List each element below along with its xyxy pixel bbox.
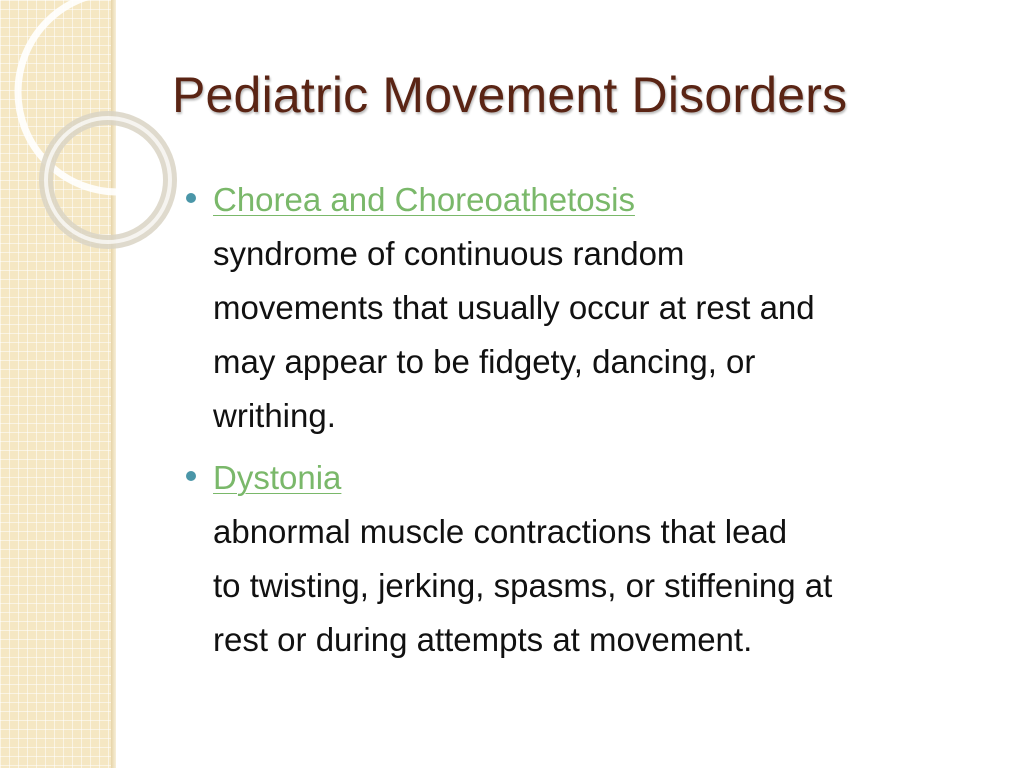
list-item-chorea bbox=[213, 173, 1003, 443]
chorea-link[interactable]: Chorea and Choreoathetosis bbox=[213, 181, 635, 218]
bullet-dot-icon bbox=[186, 471, 196, 481]
description-line: to twisting, jerking, spasms, or stiffening at bbox=[213, 567, 833, 604]
decorative-rings bbox=[0, 0, 200, 260]
description-line: abnormal muscle contractions that lead bbox=[213, 513, 788, 550]
chorea-description bbox=[213, 227, 1003, 443]
list-item-dystonia bbox=[213, 451, 1003, 667]
description-line: may appear to be fidgety, dancing, or bbox=[213, 343, 756, 380]
bullet-list bbox=[213, 173, 1003, 675]
description-line: syndrome of continuous random bbox=[213, 235, 685, 272]
slide-title: Pediatric Movement Disorders bbox=[172, 67, 848, 123]
dystonia-description bbox=[213, 505, 1003, 667]
description-line: movements that usually occur at rest and bbox=[213, 289, 815, 326]
dystonia-link[interactable]: Dystonia bbox=[213, 459, 342, 496]
description-line: writhing. bbox=[213, 397, 336, 434]
description-line: rest or during attempts at movement. bbox=[213, 621, 753, 658]
bullet-dot-icon bbox=[186, 193, 196, 203]
